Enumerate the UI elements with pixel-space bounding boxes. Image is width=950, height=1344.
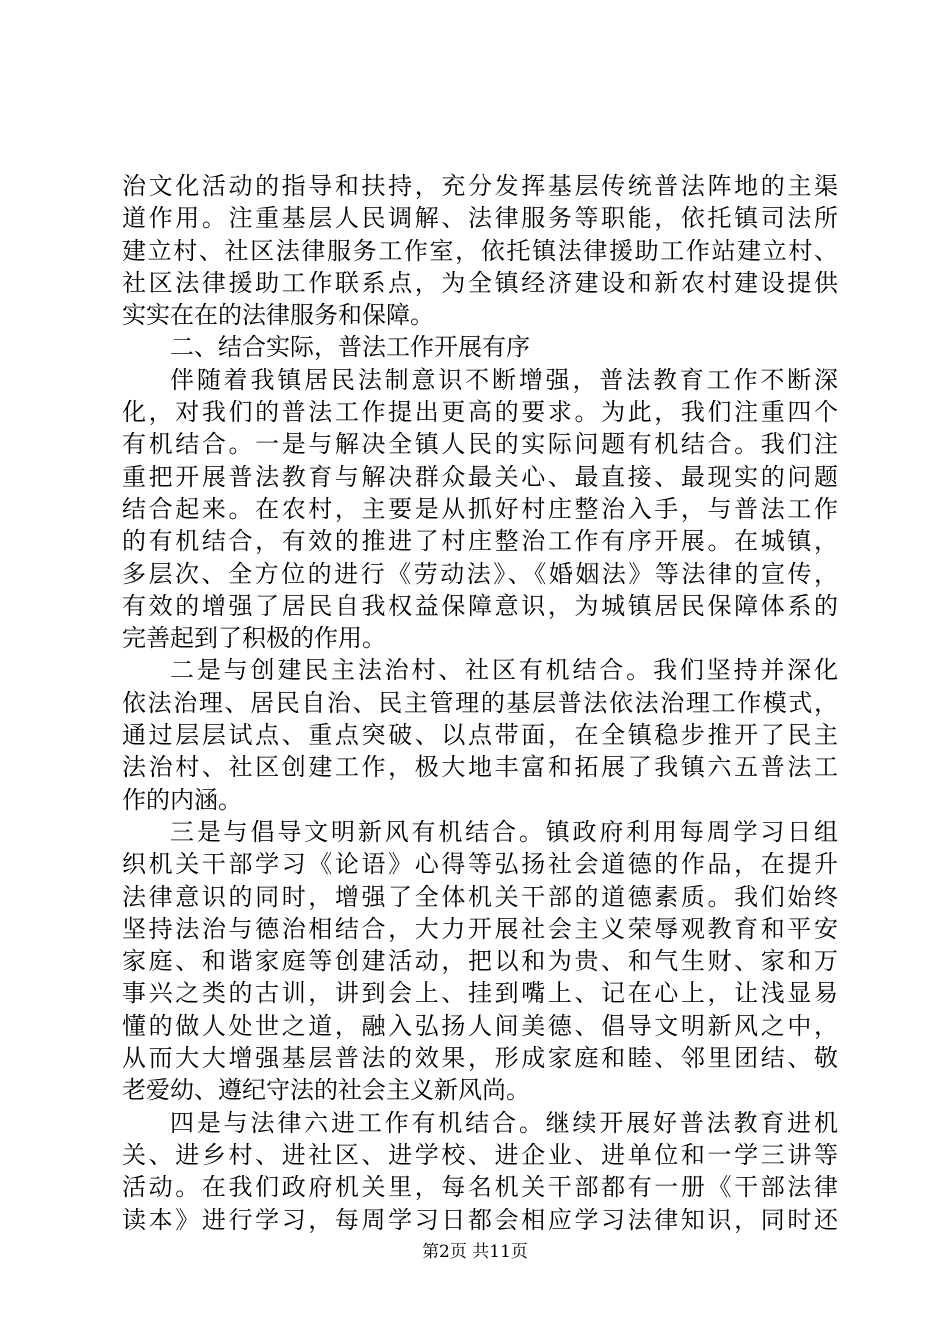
text-line: 二是与创建民主法治村、社区有机结合。我们坚持并深化: [170, 656, 838, 685]
text-line: 重把开展普法教育与解决群众最关心、最直接、最现实的问题: [122, 462, 838, 491]
text-line: 事兴之类的古训，讲到会上、挂到嘴上、记在心上，让浅显易: [122, 979, 838, 1008]
text-line: 老爱幼、遵纪守法的社会主义新风尚。: [122, 1076, 530, 1105]
text-line: 二、结合实际，普法工作开展有序: [170, 333, 530, 362]
text-line: 作的内涵。: [122, 785, 242, 814]
text-line: 治文化活动的指导和扶持，充分发挥基层传统普法阵地的主渠: [122, 172, 838, 200]
text-line: 四是与法律六进工作有机结合。继续开展好普法教育进机: [170, 1108, 838, 1137]
text-line: 从而大大增强基层普法的效果，形成家庭和睦、邻里团结、敬: [122, 1044, 838, 1073]
text-line: 建立村、社区法律服务工作室，依托镇法律援助工作站建立村、: [122, 236, 838, 265]
text-line: 完善起到了积极的作用。: [122, 624, 386, 653]
text-line: 坚持法治与德治相结合，大力开展社会主义荣辱观教育和平安: [122, 914, 838, 943]
text-line: 结合起来。在农村，主要是从抓好村庄整治入手，与普法工作: [122, 494, 838, 523]
text-line: 道作用。注重基层人民调解、法律服务等职能，依托镇司法所: [122, 204, 838, 233]
text-line: 织机关干部学习《论语》心得等弘扬社会道德的作品，在提升: [122, 850, 838, 879]
text-line: 通过层层试点、重点突破、以点带面，在全镇稳步推开了民主: [122, 721, 838, 750]
text-line: 读本》进行学习，每周学习日都会相应学习法律知识，同时还: [122, 1205, 838, 1234]
text-line: 有机结合。一是与解决全镇人民的实际问题有机结合。我们注: [122, 430, 838, 459]
text-line: 多层次、全方位的进行《劳动法》、《婚姻法》等法律的宣传，: [122, 559, 838, 588]
text-line: 化，对我们的普法工作提出更高的要求。为此，我们注重四个: [122, 398, 838, 427]
text-line: 法治村、社区创建工作，极大地丰富和拓展了我镇六五普法工: [122, 753, 838, 782]
text-line: 社区法律援助工作联系点，为全镇经济建设和新农村建设提供: [122, 268, 838, 297]
text-line: 关、进乡村、进社区、进学校、进企业、进单位和一学三讲等: [122, 1140, 838, 1169]
text-line: 的有机结合，有效的推进了村庄整治工作有序开展。在城镇，: [122, 527, 838, 556]
text-line: 家庭、和谐家庭等创建活动，把以和为贵、和气生财、家和万: [122, 947, 838, 976]
text-line: 有效的增强了居民自我权益保障意识，为城镇居民保障体系的: [122, 591, 838, 620]
text-line: 活动。在我们政府机关里，每名机关干部都有一册《干部法律: [122, 1173, 838, 1202]
text-line: 三是与倡导文明新风有机结合。镇政府利用每周学习日组: [170, 817, 838, 846]
text-line: 法律意识的同时，增强了全体机关干部的道德素质。我们始终: [122, 882, 838, 911]
page-footer: [0, 1240, 950, 1264]
text-line: 实实在在的法律服务和保障。: [122, 301, 434, 330]
text-line: 依法治理、居民自治、民主管理的基层普法依法治理工作模式，: [122, 688, 838, 717]
page-number-label: 第2页 共11页: [422, 1242, 528, 1262]
text-line: 懂的做人处世之道，融入弘扬人间美德、倡导文明新风之中，: [122, 1011, 838, 1040]
text-line: 伴随着我镇居民法制意识不断增强，普法教育工作不断深: [170, 365, 838, 394]
document-body: [122, 170, 838, 1236]
